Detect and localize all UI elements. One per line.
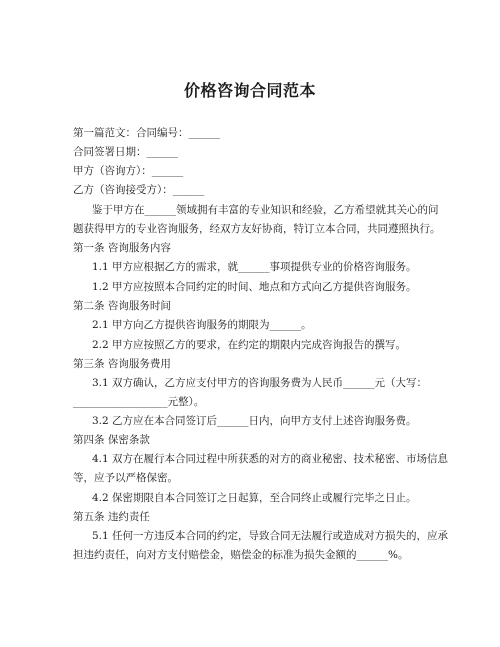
party-b-line: 乙方（咨询接受方）：______ [73, 184, 205, 196]
clause-3-2: 3.2 乙方应在本合同签订后______日内，向甲方支付上述咨询服务费。 [92, 415, 417, 427]
clause-4-2: 4.2 保密期限自本合同签订之日起算，至合同终止或履行完毕之日止。 [92, 492, 417, 504]
clause-4-1-line-2: 等，应予以严格保密。 [73, 472, 178, 484]
clause-3-1-line-1: 3.1 双方确认，乙方应支付甲方的咨询服务费为人民币______元（大写： [92, 377, 428, 389]
article-1-heading: 第一条 咨询服务内容 [73, 242, 171, 254]
party-a-line: 甲方（咨询方）：______ [73, 165, 184, 177]
clause-5-1-line-1: 5.1 任何一方违反本合同的约定，导致合同无法履行或造成对方损失的，应承 [92, 530, 449, 542]
clause-5-1-line-2: 担违约责任，向对方支付赔偿金，赔偿金的标准为损失金额的______%。 [73, 549, 409, 561]
clause-1-1: 1.1 甲方应根据乙方的需求，就______事项提供专业的价格咨询服务。 [92, 261, 417, 273]
preamble-line-1: 鉴于甲方在______领域拥有丰富的专业知识和经验，乙方希望就其关心的问 [92, 204, 439, 216]
clause-4-1-line-1: 4.1 双方在履行本合同过程中所获悉的对方的商业秘密、技术秘密、市场信息 [92, 453, 449, 465]
preamble-line-2: 题获得甲方的专业咨询服务，经双方友好协商，特订立本合同，共同遵照执行。 [73, 223, 441, 235]
clause-1-2: 1.2 甲方应按照本合同约定的时间、地点和方式向乙方提供咨询服务。 [92, 281, 417, 293]
clause-3-1-line-2: __________________元整）。 [73, 396, 205, 408]
article-2-heading: 第二条 咨询服务时间 [73, 300, 171, 312]
clause-2-1: 2.1 甲方向乙方提供咨询服务的期限为______。 [92, 319, 312, 331]
document-title: 价格咨询合同范本 [183, 81, 316, 100]
contract-number-line: 第一篇范文：合同编号：______ [73, 127, 220, 139]
signing-date-line: 合同签署日期：______ [73, 146, 178, 158]
article-4-heading: 第四条 保密条款 [73, 434, 150, 446]
clause-2-2: 2.2 甲方应按照乙方的要求，在约定的期限内完成咨询报告的撰写。 [92, 339, 407, 351]
article-3-heading: 第三条 咨询服务费用 [73, 358, 171, 370]
article-5-heading: 第五条 违约责任 [73, 511, 150, 523]
